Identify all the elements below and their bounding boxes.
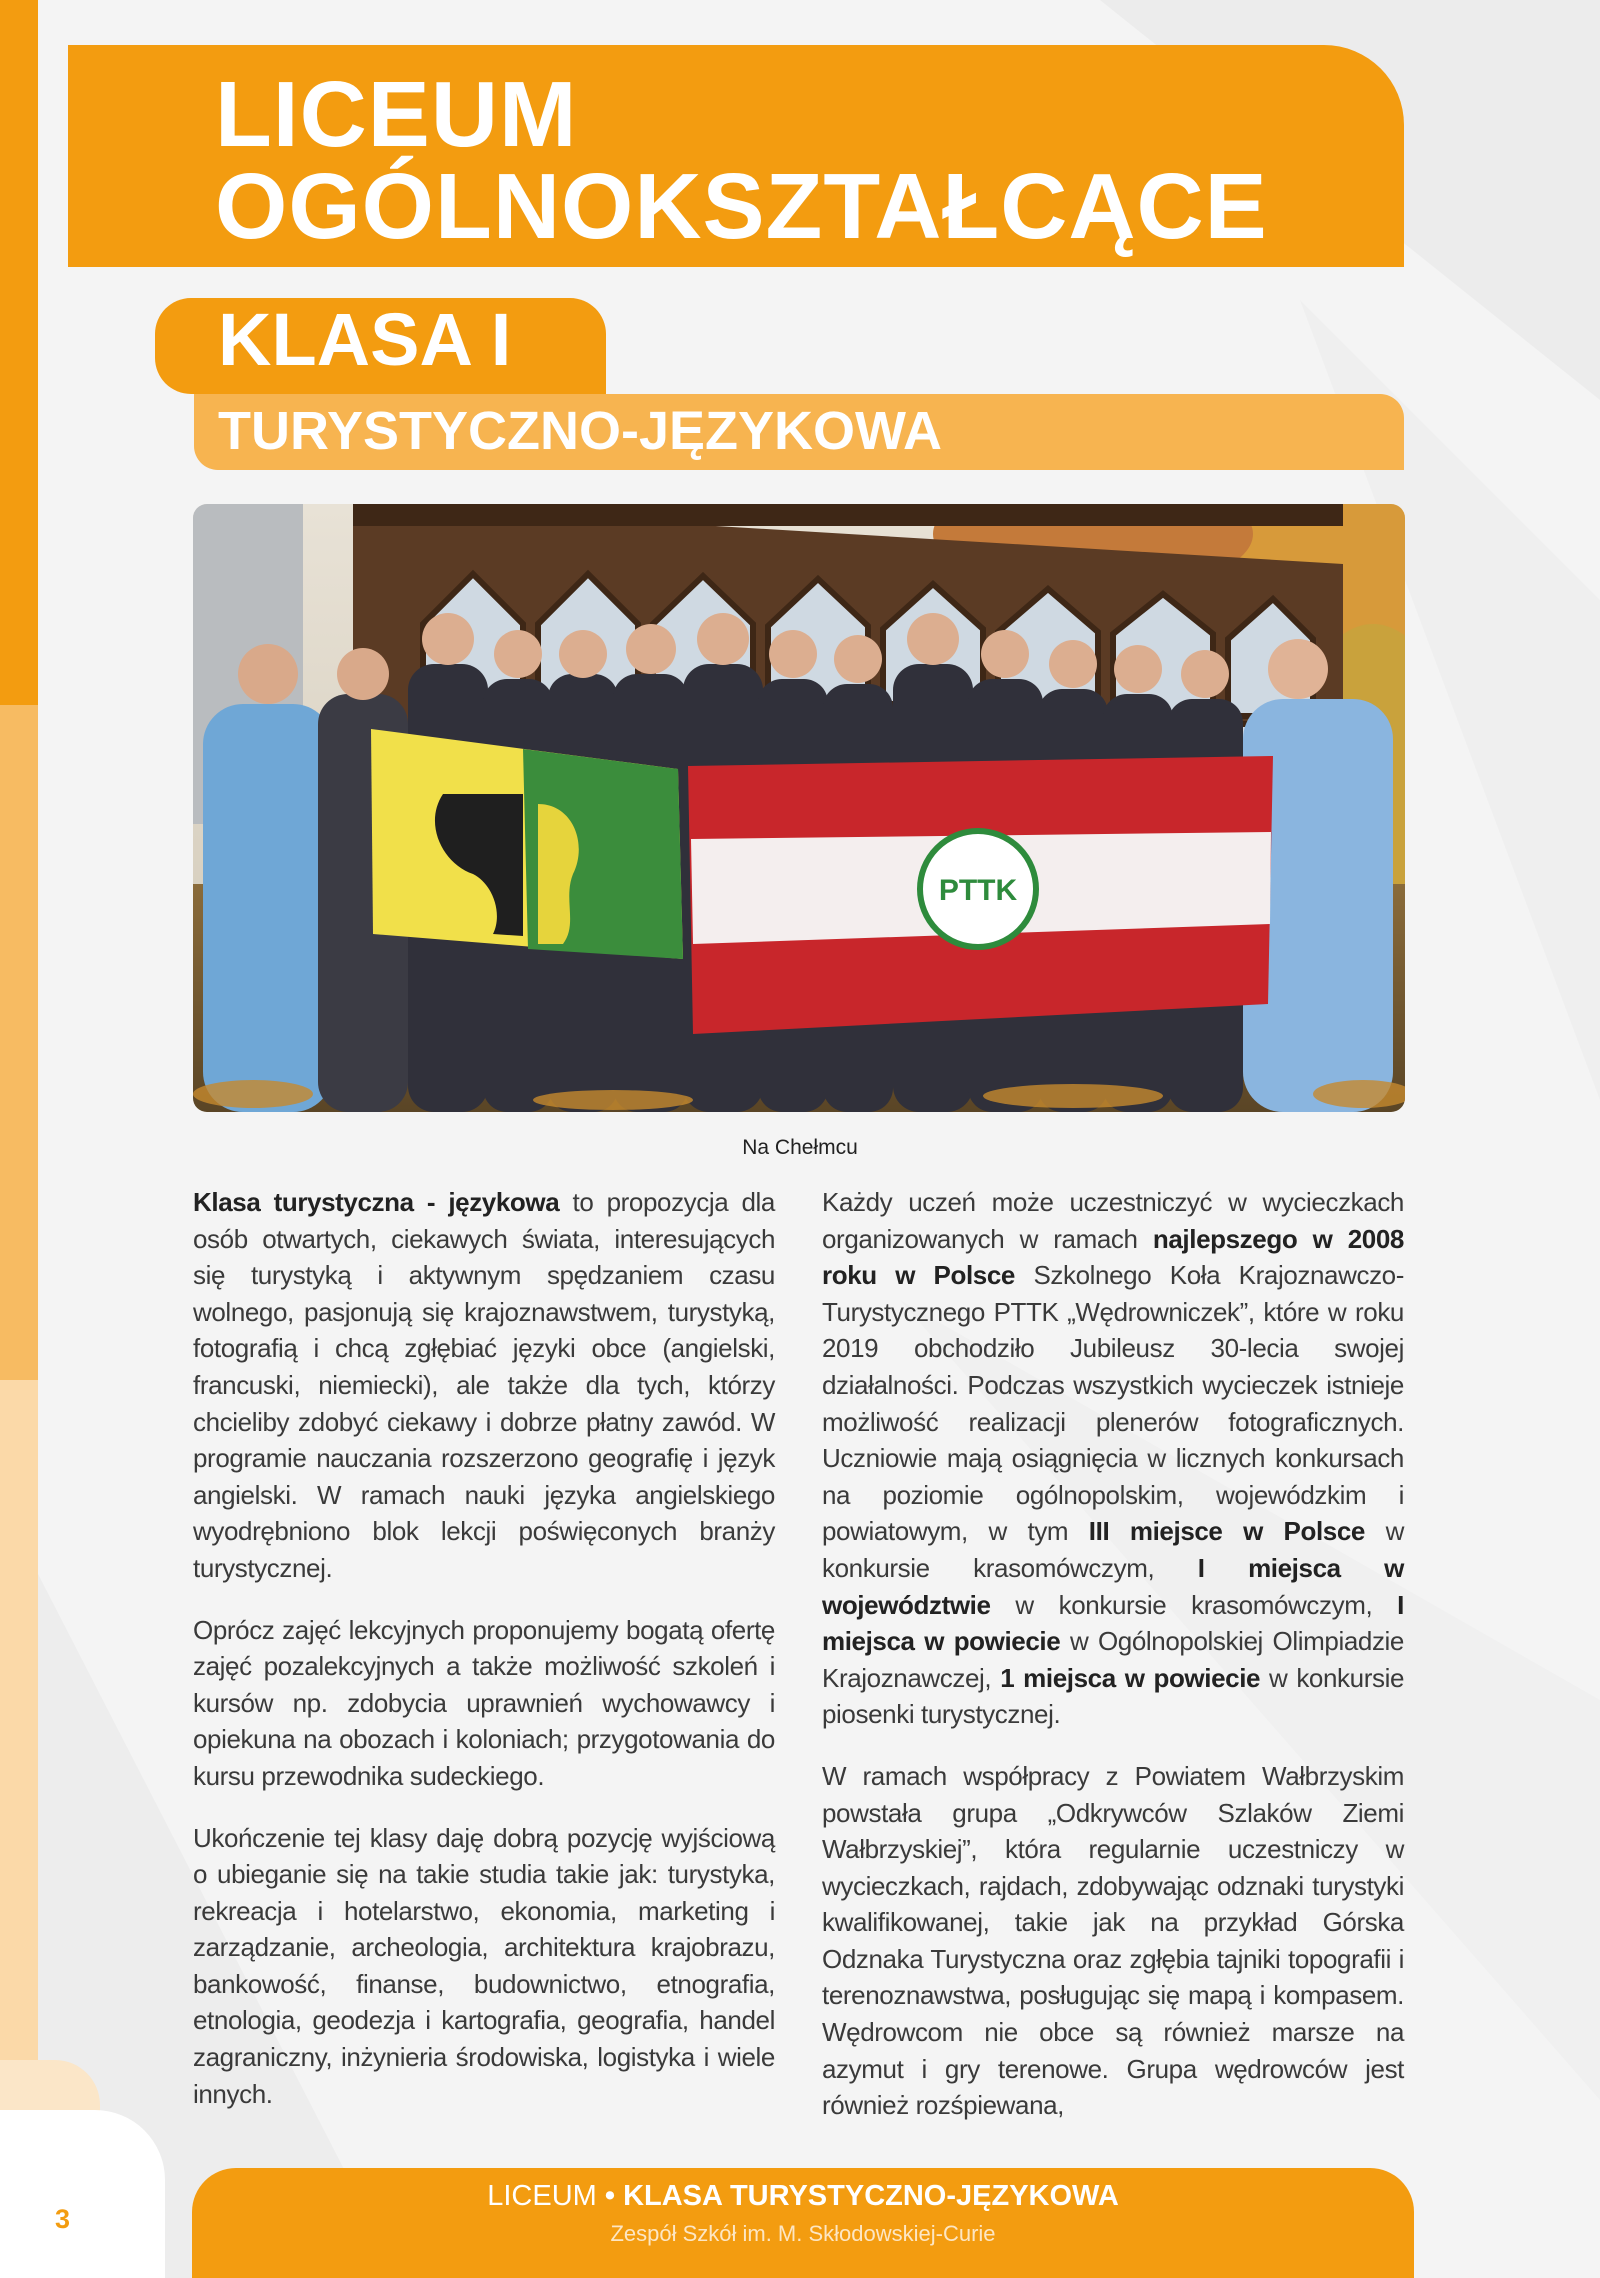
class-label: KLASA I [218, 298, 512, 381]
right-p1-k: w konkursie piosenki turystycznej. [822, 1662, 1405, 1730]
pttk-emblem-text: PTTK [938, 874, 1018, 907]
left-paragraph-2: Oprócz zajęć lekcyjnych proponujemy bogatą ofertę zajęć pozalekcyjnych a także możliwość szkoleń i kursów np. zdobycia uprawnień wychowawcy i opiekuna na obozach i koloniach; przygotowania do kursu przewodnika sudeckiego. [193, 1614, 775, 1791]
right-p1-b: najlepszego w 2008 roku w Polsce [822, 1223, 1404, 1291]
left-paragraph-3: Ukończenie tej klasy daję dobrą pozycję wyjściową o ubieganie się na takie studia takie jak: turystyka, rekreacja i hotelarstwo, ekonomia, marketing i zarządzanie, archeologia, architektura krajobrazu, bankowość, finanse, budownictwo, etnografia, etnologia, geodezja i kartografia, geografia, handel zagraniczny, inżynieria środowiska, logistyka i wiele innych. [193, 1822, 775, 2109]
footer-separator: • [604, 2180, 616, 2212]
page-number: 3 [55, 2204, 71, 2234]
corner-decoration-inner [0, 2110, 165, 2278]
pttk-flag [688, 756, 1273, 1034]
footer-school-name: Zespół Szkół im. M. Skłodowskiej-Curie [610, 2221, 996, 2246]
right-paragraph-1 [822, 1184, 1404, 1733]
side-strip-middle [0, 705, 38, 1380]
right-p1-e: w konkursie krasomówczym, [822, 1516, 1404, 1583]
right-p1-c: Szkolnego Koła Krajoznawczo-Turystycznego PTTK „Wędrowniczek”, które w roku 2019 obchodziło Jubileusz 30-lecia swojej działalności. Podczas wszystkich wycieczek istnieje możliwość realizacji plenerów fotograficznych. Uczniowie mają osiągnięcia w licznych konkursach na poziomie ogólnopolskim, wojewódzkim i powiatowym, w tym [822, 1260, 1404, 1547]
left-text-column [193, 1184, 775, 2137]
page-title-line1: LICEUM [215, 62, 578, 166]
photo-caption: Na Chełmcu [742, 1136, 858, 1159]
group-photo [193, 504, 1405, 1112]
footer-left-label: LICEUM [487, 2180, 597, 2212]
right-p1-f: I miejsca w województwie [822, 1552, 1404, 1620]
left-p1-bold: Klasa turystyczna - językowa [193, 1187, 560, 1217]
right-p1-g: w konkursie krasomówczym, [990, 1589, 1398, 1620]
right-p1-d: III miejsce w Polsce [1088, 1516, 1365, 1547]
right-p1-a: Każdy uczeń może uczestniczyć w wycieczkach organizowanych w ramach [822, 1187, 1404, 1254]
left-p1-text: to propozycja dla osób otwartych, ciekawych świata, interesujących się turystyką i aktywnym spędzaniem czasu wolnego, pasjonują się krajoznawstwem, turystyką, fotografią i chcą zgłębiać języki obce (angielski, francuski, niemiecki), ale także dla tych, którzy chcieliby zdobyć ciekawy i dobrze płatny zawód. W programie nauczania rozszerzono geografię i język angielski. W ramach nauki języka angielskiego wyodrębniono blok lekcji poświęconych branży turystycznej. [193, 1187, 775, 1583]
right-text-column [822, 1184, 1404, 2149]
right-p1-h: I miejsca w powiecie [822, 1589, 1404, 1657]
page-title-line2: OGÓLNOKSZTAŁCĄCE [215, 154, 1268, 258]
left-paragraph-1 [193, 1184, 775, 1587]
right-p1-i: w Ogólnopolskiej Olimpiadzie Krajoznawczej, [822, 1626, 1404, 1693]
side-strip-top [0, 0, 38, 705]
side-strip-bottom [0, 1380, 38, 2060]
right-p1-j: 1 miejsca w powiecie [1000, 1662, 1261, 1693]
footer-right-label: KLASA TURYSTYCZNO-JĘZYKOWA [623, 2180, 1119, 2212]
footer-title [192, 2180, 1414, 2213]
right-paragraph-2: W ramach współpracy z Powiatem Wałbrzyskim powstała grupa „Odkrywców Szlaków Ziemi Wałbrzyskiej”, która regularnie uczestniczy w wycieczkach, rajdach, zdobywając odznaki turystyki kwalifikowanej, takie jak na przykład Górska Odznaka Turystyczna oraz zgłębia tajniki topografii i terenoznawstwa, posługując się mapą i kompasem. Wędrowcom nie obce są również marsze na azymut i gry terenowe. Grupa wędrowców jest również rozśpiewana, [822, 1760, 1404, 2121]
profile-label: TURYSTYCZNO-JĘZYKOWA [218, 401, 943, 461]
